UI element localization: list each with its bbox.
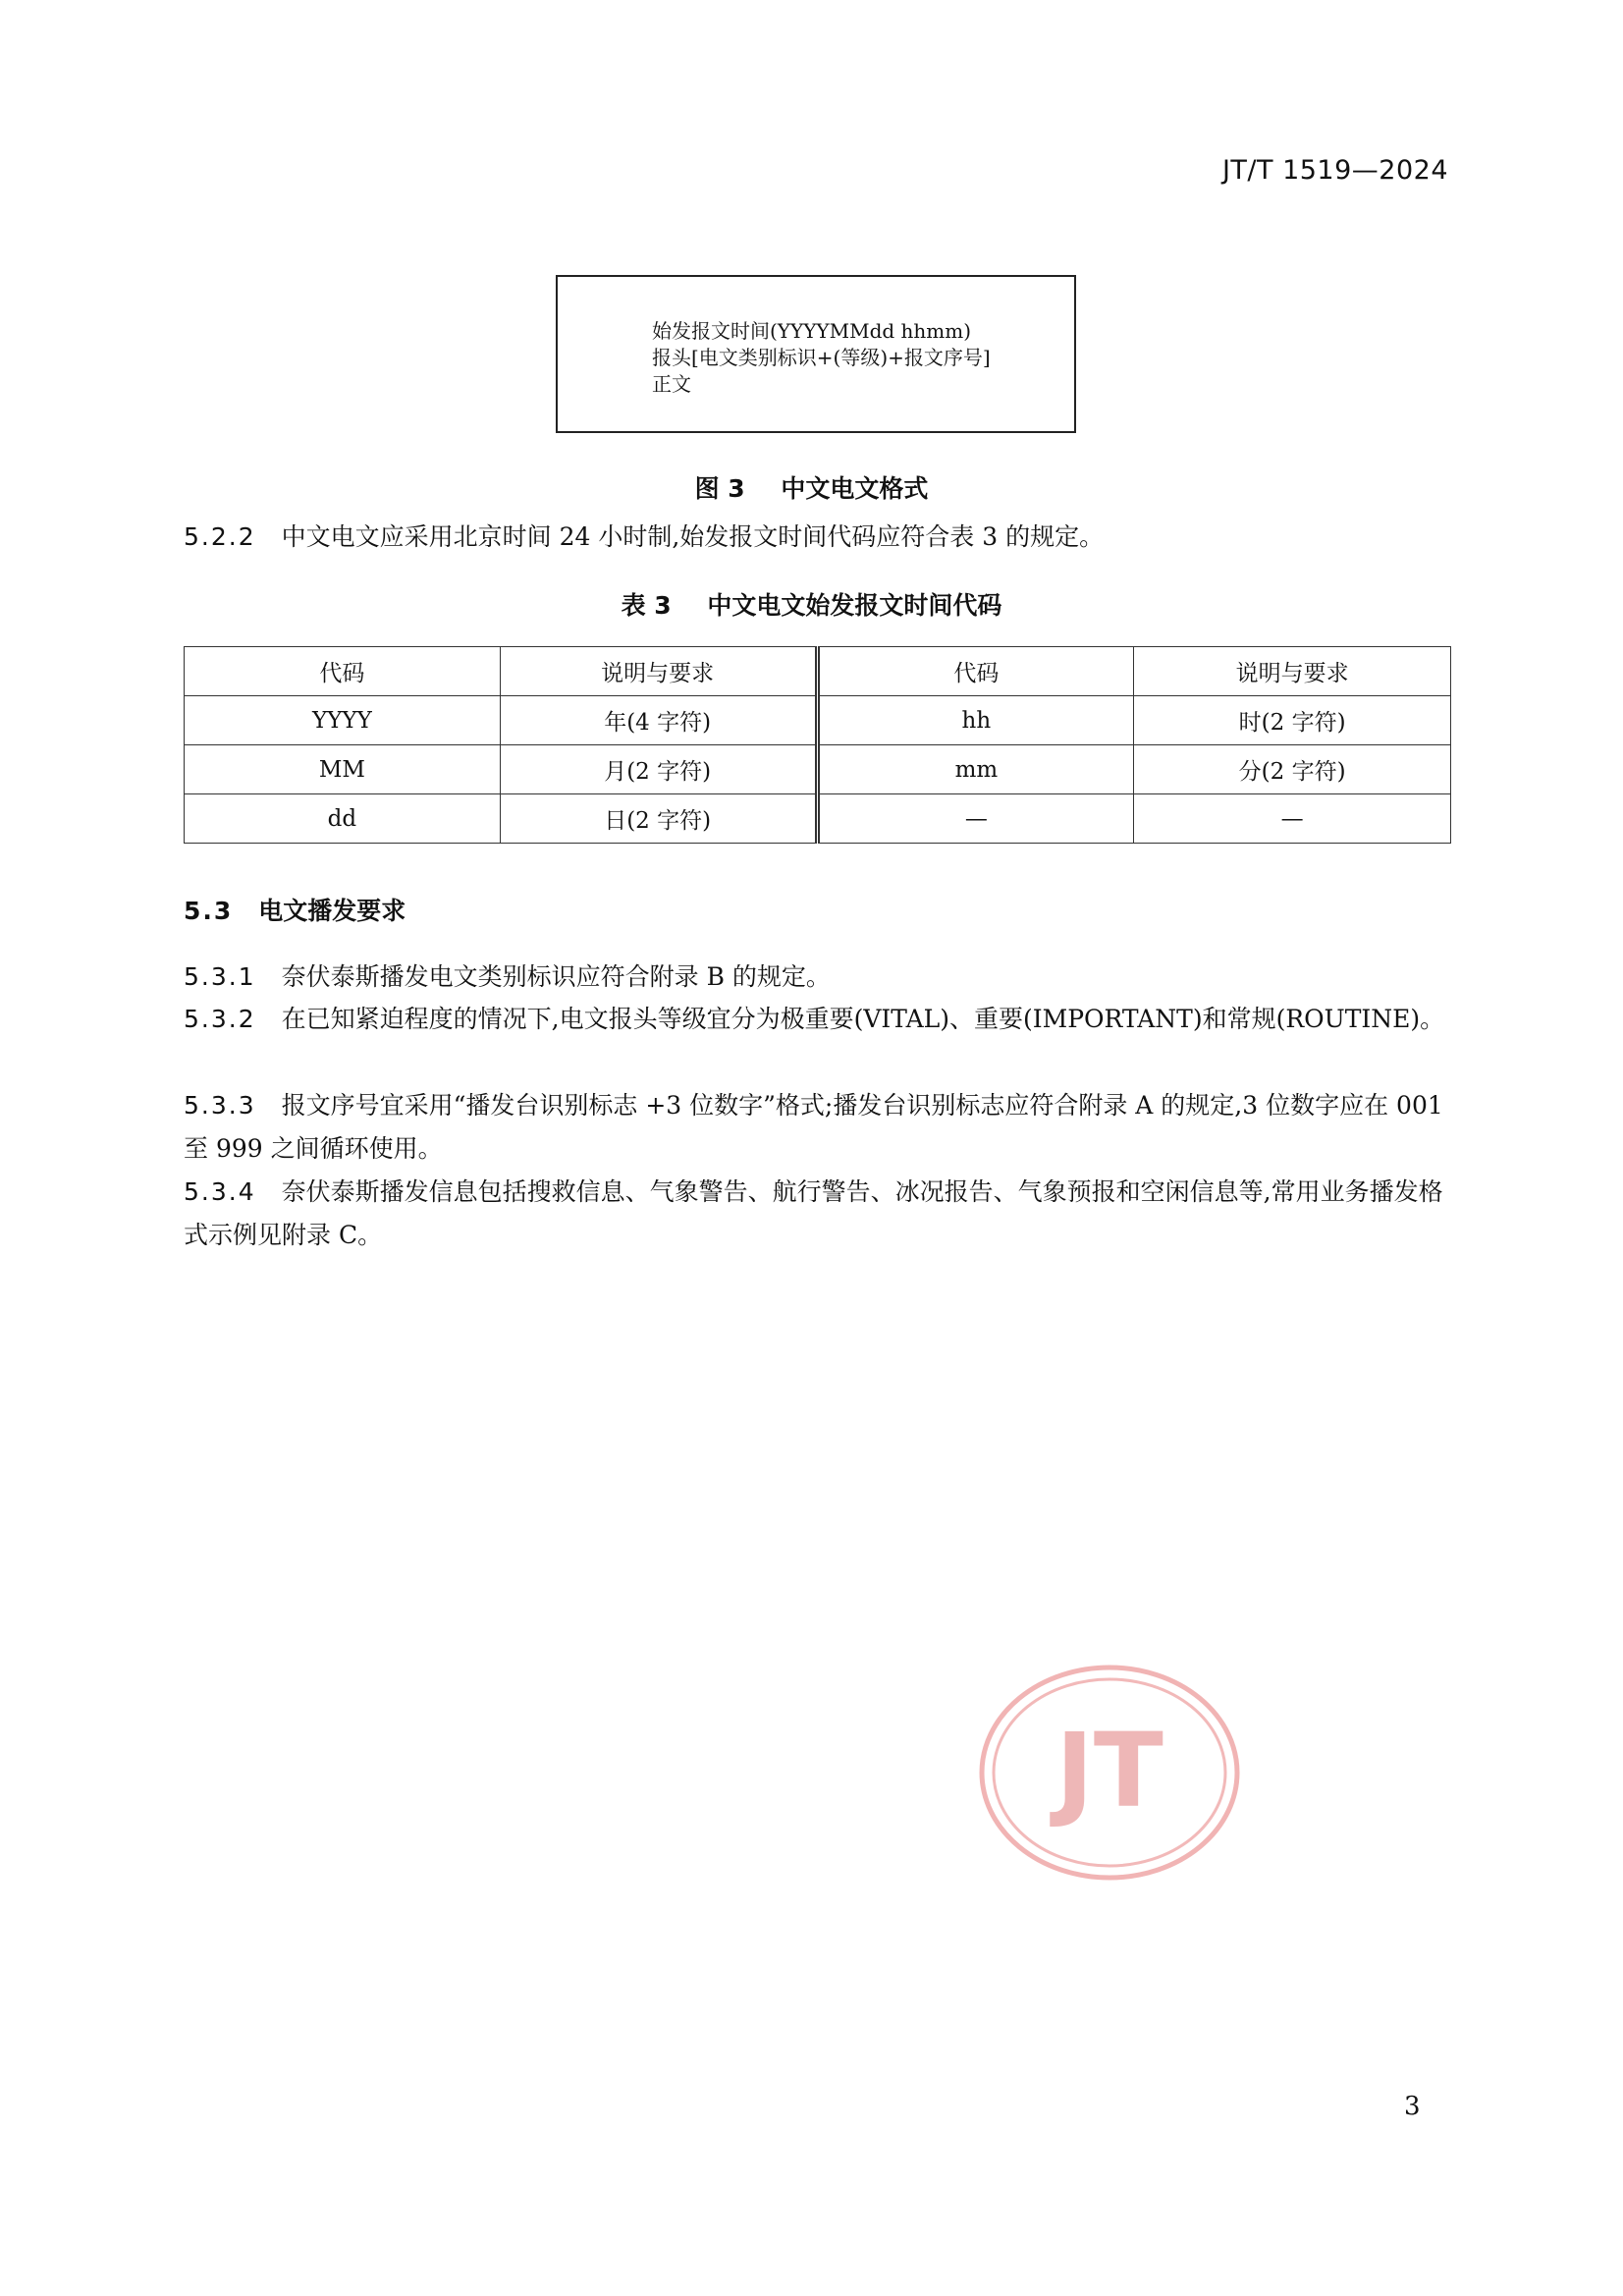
figure-line-header: 报头[电文类别标识+(等级)+报文序号] [652, 346, 991, 369]
table-row [185, 696, 1451, 745]
clause-number: 5.2.2 [184, 522, 256, 551]
table-row [185, 794, 1451, 844]
table-cell: YYYY [185, 696, 501, 745]
clause-number: 5.3.1 [184, 962, 256, 991]
table-cell: dd [185, 794, 501, 844]
clause-5-3-4 [184, 1171, 1450, 1257]
table-header-cell: 代码 [817, 647, 1134, 696]
table-cell: 分(2 字符) [1134, 745, 1451, 794]
section-number: 5.3 [184, 897, 234, 925]
table-cell: — [817, 794, 1134, 844]
clause-text: 报文序号宜采用“播发台识别标志 +3 位数字”格式;播发台识别标志应符合附录 A 的规定,3 位数字应在 001 至 999 之间循环使用。 [184, 1091, 1443, 1163]
table-header-cell: 说明与要求 [1134, 647, 1451, 696]
table-cell: 日(2 字符) [500, 794, 817, 844]
clause-number: 5.3.3 [184, 1091, 256, 1120]
clause-text: 奈伏泰斯播发信息包括搜救信息、气象警告、航行警告、冰况报告、气象预报和空闲信息等,常用业务播发格式示例见附录 C。 [184, 1177, 1443, 1249]
table-cell: 月(2 字符) [500, 745, 817, 794]
figure-3-box [556, 275, 1076, 433]
table-cell: mm [817, 745, 1134, 794]
clause-5-3-2 [184, 998, 1450, 1041]
table-row [185, 745, 1451, 794]
figure-caption-title: 中文电文格式 [781, 474, 929, 503]
page-number: 3 [1404, 2092, 1421, 2121]
table-header-cell: 代码 [185, 647, 501, 696]
figure-line-body: 正文 [652, 372, 691, 396]
time-code-table [184, 646, 1451, 844]
table-cell: hh [817, 696, 1134, 745]
clause-text: 奈伏泰斯播发电文类别标识应符合附录 B 的规定。 [281, 962, 831, 991]
figure-caption-label: 图 3 [694, 474, 745, 503]
jt-watermark-stamp [978, 1664, 1241, 1882]
figure-format-lines [652, 318, 991, 398]
clause-text: 在已知紧迫程度的情况下,电文报头等级宜分为极重要(VITAL)、重要(IMPORTANT)和常规(ROUTINE)。 [281, 1005, 1445, 1033]
table-cell: — [1134, 794, 1451, 844]
document-number: JT/T 1519—2024 [1221, 155, 1448, 186]
table-caption-title: 中文电文始发报文时间代码 [707, 591, 1002, 620]
watermark-text: JT [1055, 1711, 1163, 1831]
section-title: 电文播发要求 [258, 897, 406, 925]
table-caption-label: 表 3 [621, 591, 672, 620]
section-5-3-heading [184, 890, 1450, 933]
figure-caption [0, 469, 1623, 505]
clause-number: 5.3.2 [184, 1005, 256, 1033]
clause-5-2-2 [184, 516, 1450, 559]
clause-5-3-1 [184, 956, 1450, 999]
table-cell: 时(2 字符) [1134, 696, 1451, 745]
clause-number: 5.3.4 [184, 1177, 256, 1206]
clause-text: 中文电文应采用北京时间 24 小时制,始发报文时间代码应符合表 3 的规定。 [281, 522, 1105, 551]
table-header-row [185, 647, 1451, 696]
table-cell: 年(4 字符) [500, 696, 817, 745]
table-caption [0, 586, 1623, 622]
figure-line-time: 始发报文时间(YYYYMMdd hhmm) [652, 319, 972, 343]
table-cell: MM [185, 745, 501, 794]
table-header-cell: 说明与要求 [500, 647, 817, 696]
clause-5-3-3 [184, 1084, 1450, 1171]
